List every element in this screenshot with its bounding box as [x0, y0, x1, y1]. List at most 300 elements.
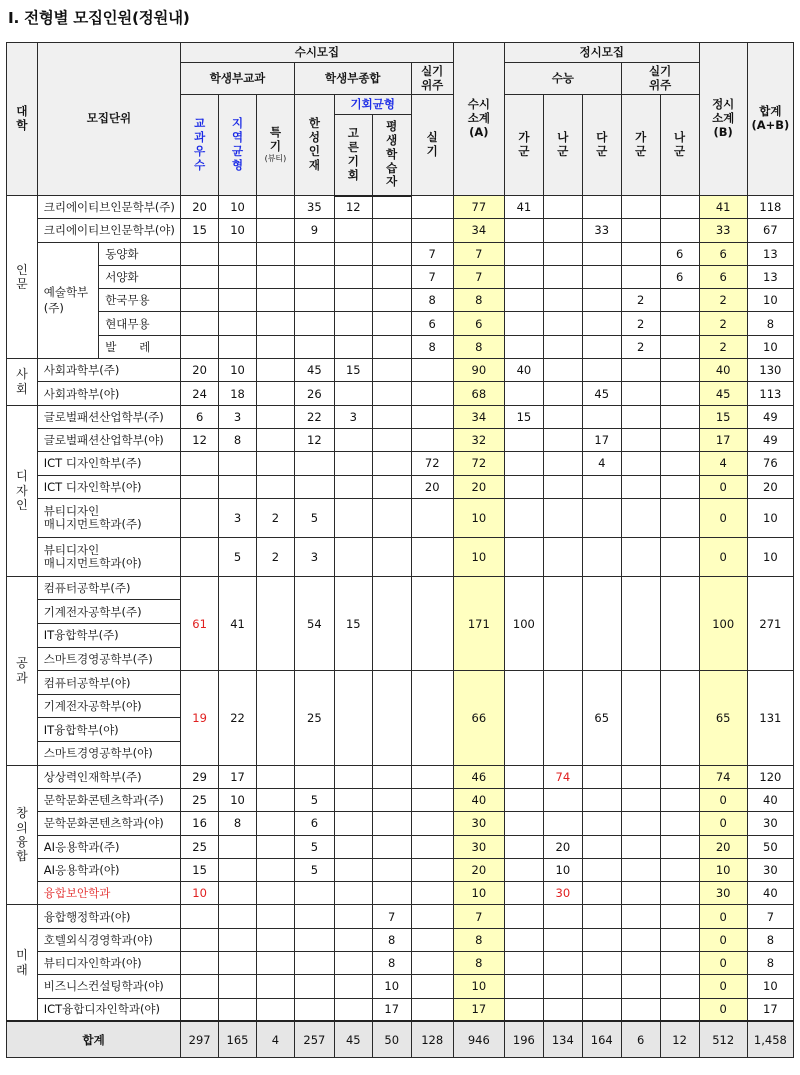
value-cell: 8	[747, 928, 793, 951]
value-cell	[411, 812, 453, 835]
unit-name: ICT 디자인학부(야)	[37, 475, 180, 498]
value-cell	[334, 452, 372, 475]
unit-name: 사회과학부(주)	[37, 359, 180, 382]
value-cell	[256, 951, 294, 974]
value-cell	[582, 905, 621, 928]
value-cell: 171	[453, 576, 504, 670]
value-cell	[256, 835, 294, 858]
value-cell: 30	[747, 858, 793, 881]
value-cell: 10	[219, 196, 257, 219]
value-cell	[256, 242, 294, 265]
value-cell	[372, 242, 411, 265]
value-cell	[334, 242, 372, 265]
value-cell: 40	[504, 359, 543, 382]
table-row	[7, 405, 794, 428]
value-cell: 2	[256, 498, 294, 537]
unit-name: 컴퓨터공학부(주)	[37, 576, 180, 600]
unit-name: AI응용학과(주)	[37, 835, 180, 858]
value-cell: 8	[372, 928, 411, 951]
value-cell	[621, 219, 660, 242]
table-row	[7, 428, 794, 451]
value-cell: 4	[582, 452, 621, 475]
value-cell	[660, 382, 699, 405]
value-cell	[621, 905, 660, 928]
header-gihoe: 기회균형	[334, 95, 411, 115]
value-cell: 41	[504, 196, 543, 219]
value-cell: 113	[747, 382, 793, 405]
value-cell: 24	[181, 382, 219, 405]
value-cell	[582, 788, 621, 811]
value-cell	[411, 951, 453, 974]
value-cell	[660, 835, 699, 858]
value-cell	[543, 428, 582, 451]
value-cell	[504, 219, 543, 242]
value-cell	[294, 289, 334, 312]
value-cell: 66	[453, 671, 504, 765]
value-cell: 5	[294, 858, 334, 881]
header-ga: 가 군	[504, 95, 543, 196]
value-cell: 10	[181, 882, 219, 905]
header-na: 나 군	[543, 95, 582, 196]
value-cell	[543, 475, 582, 498]
value-cell	[372, 196, 411, 219]
value-cell	[256, 475, 294, 498]
value-cell: 100	[699, 576, 747, 670]
header-silgi: 실 기	[411, 95, 453, 196]
value-cell	[294, 312, 334, 335]
value-cell: 15	[504, 405, 543, 428]
value-cell	[219, 858, 257, 881]
value-cell: 20	[453, 475, 504, 498]
value-cell: 6	[411, 312, 453, 335]
value-cell: 49	[747, 405, 793, 428]
value-cell	[372, 537, 411, 576]
total-value: 164	[582, 1021, 621, 1058]
value-cell	[294, 882, 334, 905]
total-value: 12	[660, 1021, 699, 1058]
table-row	[7, 835, 794, 858]
value-cell: 49	[747, 428, 793, 451]
value-cell	[294, 975, 334, 998]
value-cell	[660, 951, 699, 974]
value-cell	[334, 335, 372, 358]
header-unit: 모집단위	[37, 43, 180, 196]
value-cell: 15	[334, 359, 372, 382]
total-value: 165	[219, 1021, 257, 1058]
value-cell	[334, 671, 372, 765]
value-cell	[621, 428, 660, 451]
college-inmun: 인 문	[7, 196, 38, 359]
value-cell: 32	[453, 428, 504, 451]
total-label: 합계	[7, 1021, 181, 1058]
value-cell	[219, 835, 257, 858]
header-grand-total: 합계 (A+B)	[747, 43, 793, 196]
value-cell: 45	[294, 359, 334, 382]
header-da: 다 군	[582, 95, 621, 196]
total-value: 946	[453, 1021, 504, 1058]
unit-name: 융합보안학과	[37, 882, 180, 905]
value-cell	[504, 382, 543, 405]
value-cell	[334, 475, 372, 498]
value-cell	[504, 537, 543, 576]
value-cell	[660, 219, 699, 242]
value-cell: 17	[453, 998, 504, 1021]
value-cell	[219, 475, 257, 498]
unit-name: 문학문화콘텐츠학과(주)	[37, 788, 180, 811]
value-cell	[582, 975, 621, 998]
value-cell: 72	[411, 452, 453, 475]
value-cell: 2	[621, 289, 660, 312]
value-cell: 10	[543, 858, 582, 881]
value-cell	[582, 265, 621, 288]
value-cell	[582, 835, 621, 858]
value-cell: 3	[294, 537, 334, 576]
value-cell	[543, 975, 582, 998]
value-cell	[181, 289, 219, 312]
value-cell	[256, 382, 294, 405]
unit-name: 문학문화콘텐츠학과(야)	[37, 812, 180, 835]
value-cell	[543, 788, 582, 811]
value-cell: 12	[181, 428, 219, 451]
value-cell: 3	[219, 405, 257, 428]
value-cell	[372, 428, 411, 451]
value-cell	[621, 576, 660, 670]
value-cell	[334, 382, 372, 405]
value-cell	[411, 219, 453, 242]
value-cell	[256, 219, 294, 242]
unit-name: 기계전자공학부(주)	[37, 600, 180, 624]
value-cell	[219, 242, 257, 265]
value-cell	[582, 928, 621, 951]
table-row	[7, 928, 794, 951]
value-cell	[372, 312, 411, 335]
value-cell: 17	[747, 998, 793, 1021]
value-cell: 271	[747, 576, 793, 670]
value-cell: 0	[699, 998, 747, 1021]
value-cell: 8	[219, 428, 257, 451]
value-cell: 20	[453, 858, 504, 881]
value-cell	[411, 498, 453, 537]
value-cell	[660, 788, 699, 811]
value-cell	[621, 788, 660, 811]
table-row	[7, 242, 794, 265]
value-cell: 6	[699, 242, 747, 265]
value-cell: 20	[543, 835, 582, 858]
value-cell	[543, 289, 582, 312]
value-cell	[219, 312, 257, 335]
value-cell	[256, 882, 294, 905]
header-silgi-wiju: 실기위주	[411, 63, 453, 95]
value-cell: 65	[582, 671, 621, 765]
value-cell: 6	[294, 812, 334, 835]
value-cell	[219, 905, 257, 928]
unit-name: 호텔외식경영학과(야)	[37, 928, 180, 951]
value-cell	[411, 928, 453, 951]
value-cell	[294, 335, 334, 358]
value-cell	[543, 219, 582, 242]
value-cell: 10	[219, 359, 257, 382]
value-cell	[504, 812, 543, 835]
value-cell	[582, 289, 621, 312]
value-cell	[582, 882, 621, 905]
header-pyeongsaeng: 평 생 학 습 자	[372, 115, 411, 196]
value-cell	[334, 951, 372, 974]
value-cell	[543, 196, 582, 219]
value-cell	[621, 765, 660, 788]
value-cell: 45	[699, 382, 747, 405]
value-cell	[660, 359, 699, 382]
value-cell: 3	[219, 498, 257, 537]
unit-name: 크리에이티브인문학부(주)	[37, 196, 180, 219]
value-cell: 2	[699, 335, 747, 358]
value-cell: 6	[699, 265, 747, 288]
value-cell: 46	[453, 765, 504, 788]
unit-name: IT융합학부(주)	[37, 624, 180, 648]
value-cell	[582, 312, 621, 335]
value-cell	[621, 475, 660, 498]
table-row	[7, 359, 794, 382]
value-cell	[621, 382, 660, 405]
value-cell	[504, 858, 543, 881]
unit-name: 동양화	[99, 242, 181, 265]
value-cell	[256, 765, 294, 788]
value-cell: 7	[411, 242, 453, 265]
unit-name: 현대무용	[99, 312, 181, 335]
value-cell	[411, 405, 453, 428]
value-cell	[411, 576, 453, 670]
value-cell: 30	[747, 812, 793, 835]
value-cell	[411, 382, 453, 405]
table-row	[7, 858, 794, 881]
unit-name: 한국무용	[99, 289, 181, 312]
unit-name: 상상력인재학부(주)	[37, 765, 180, 788]
value-cell	[334, 289, 372, 312]
header-jeongsi: 정시모집	[504, 43, 699, 63]
value-cell	[621, 882, 660, 905]
value-cell	[411, 998, 453, 1021]
table-row	[7, 265, 794, 288]
value-cell	[219, 289, 257, 312]
college-mirae: 미 래	[7, 905, 38, 1021]
value-cell	[582, 858, 621, 881]
value-cell: 15	[699, 405, 747, 428]
value-cell	[294, 928, 334, 951]
header-jeongsi-subtotal: 정시소계 (B)	[699, 43, 747, 196]
value-cell	[372, 475, 411, 498]
value-cell	[660, 576, 699, 670]
value-cell: 29	[181, 765, 219, 788]
value-cell	[660, 428, 699, 451]
value-cell	[334, 882, 372, 905]
total-value: 196	[504, 1021, 543, 1058]
unit-name: 기계전자공학부(야)	[37, 694, 180, 718]
value-cell	[256, 928, 294, 951]
value-cell	[660, 452, 699, 475]
header-jiyeok: 지 역 균 형	[219, 95, 257, 196]
value-cell: 16	[181, 812, 219, 835]
total-value: 50	[372, 1021, 411, 1058]
value-cell	[372, 788, 411, 811]
value-cell	[543, 576, 582, 670]
value-cell	[372, 289, 411, 312]
value-cell	[181, 905, 219, 928]
value-cell	[504, 951, 543, 974]
value-cell	[294, 475, 334, 498]
unit-name: AI응용학과(야)	[37, 858, 180, 881]
value-cell: 72	[453, 452, 504, 475]
value-cell: 0	[699, 475, 747, 498]
value-cell	[504, 765, 543, 788]
value-cell: 8	[453, 289, 504, 312]
value-cell	[294, 242, 334, 265]
value-cell	[582, 242, 621, 265]
value-cell	[660, 335, 699, 358]
value-cell	[181, 312, 219, 335]
value-cell	[621, 858, 660, 881]
unit-name: 비즈니스컨설팅학과(야)	[37, 975, 180, 998]
college-sahoe: 사 회	[7, 359, 38, 406]
value-cell	[543, 312, 582, 335]
value-cell	[294, 998, 334, 1021]
value-cell	[621, 975, 660, 998]
table-row	[7, 671, 794, 695]
value-cell: 67	[747, 219, 793, 242]
unit-name: 컴퓨터공학부(야)	[37, 671, 180, 695]
value-cell: 5	[294, 835, 334, 858]
value-cell: 25	[181, 788, 219, 811]
value-cell: 12	[294, 428, 334, 451]
value-cell	[256, 998, 294, 1021]
value-cell	[621, 951, 660, 974]
value-cell: 5	[219, 537, 257, 576]
table-row	[7, 289, 794, 312]
value-cell	[504, 265, 543, 288]
table-row	[7, 382, 794, 405]
value-cell	[543, 812, 582, 835]
value-cell	[181, 951, 219, 974]
value-cell	[621, 452, 660, 475]
value-cell: 7	[747, 905, 793, 928]
value-cell: 10	[453, 498, 504, 537]
value-cell	[334, 998, 372, 1021]
value-cell	[621, 812, 660, 835]
value-cell	[660, 405, 699, 428]
value-cell: 131	[747, 671, 793, 765]
unit-name: 사회과학부(야)	[37, 382, 180, 405]
value-cell	[256, 858, 294, 881]
table-row	[7, 219, 794, 242]
value-cell	[372, 812, 411, 835]
total-row	[7, 1021, 794, 1058]
value-cell	[543, 405, 582, 428]
value-cell	[660, 537, 699, 576]
value-cell	[411, 196, 453, 219]
table-row	[7, 905, 794, 928]
value-cell	[411, 975, 453, 998]
value-cell	[334, 835, 372, 858]
value-cell: 30	[699, 882, 747, 905]
value-cell	[660, 312, 699, 335]
value-cell	[256, 975, 294, 998]
table-row	[7, 537, 794, 576]
value-cell	[582, 537, 621, 576]
unit-name: 스마트경영공학부(주)	[37, 647, 180, 671]
total-value: 1,458	[747, 1021, 793, 1058]
value-cell	[504, 882, 543, 905]
value-cell	[504, 998, 543, 1021]
value-cell	[660, 671, 699, 765]
value-cell	[256, 265, 294, 288]
college-design: 디 자 인	[7, 405, 38, 576]
header-susi: 수시모집	[181, 43, 454, 63]
value-cell	[256, 812, 294, 835]
value-cell	[504, 242, 543, 265]
value-cell: 8	[411, 335, 453, 358]
value-cell	[621, 242, 660, 265]
value-cell	[411, 882, 453, 905]
value-cell	[582, 498, 621, 537]
value-cell: 20	[699, 835, 747, 858]
value-cell	[621, 196, 660, 219]
value-cell	[660, 196, 699, 219]
value-cell: 9	[294, 219, 334, 242]
table-row	[7, 576, 794, 600]
value-cell: 17	[219, 765, 257, 788]
value-cell	[334, 312, 372, 335]
value-cell	[660, 289, 699, 312]
value-cell	[582, 951, 621, 974]
value-cell	[411, 359, 453, 382]
value-cell	[256, 312, 294, 335]
value-cell	[411, 537, 453, 576]
value-cell	[181, 335, 219, 358]
value-cell	[372, 335, 411, 358]
value-cell	[294, 951, 334, 974]
value-cell: 90	[453, 359, 504, 382]
value-cell: 8	[411, 289, 453, 312]
unit-name: 뷰티디자인학과(야)	[37, 951, 180, 974]
value-cell	[504, 312, 543, 335]
value-cell: 20	[181, 359, 219, 382]
value-cell: 34	[453, 219, 504, 242]
value-cell: 40	[747, 788, 793, 811]
value-cell	[543, 452, 582, 475]
value-cell: 0	[699, 812, 747, 835]
value-cell	[543, 537, 582, 576]
value-cell	[256, 405, 294, 428]
value-cell	[504, 475, 543, 498]
value-cell	[582, 576, 621, 670]
value-cell	[621, 998, 660, 1021]
value-cell: 30	[543, 882, 582, 905]
value-cell	[372, 576, 411, 670]
value-cell: 2	[256, 537, 294, 576]
value-cell	[621, 359, 660, 382]
value-cell	[372, 835, 411, 858]
value-cell	[372, 405, 411, 428]
value-cell	[582, 359, 621, 382]
table-row	[7, 812, 794, 835]
table-row	[7, 998, 794, 1021]
value-cell: 15	[334, 576, 372, 670]
value-cell	[334, 858, 372, 881]
value-cell: 15	[181, 858, 219, 881]
value-cell: 5	[294, 498, 334, 537]
total-value: 128	[411, 1021, 453, 1058]
value-cell	[543, 951, 582, 974]
value-cell	[660, 998, 699, 1021]
table-row	[7, 335, 794, 358]
